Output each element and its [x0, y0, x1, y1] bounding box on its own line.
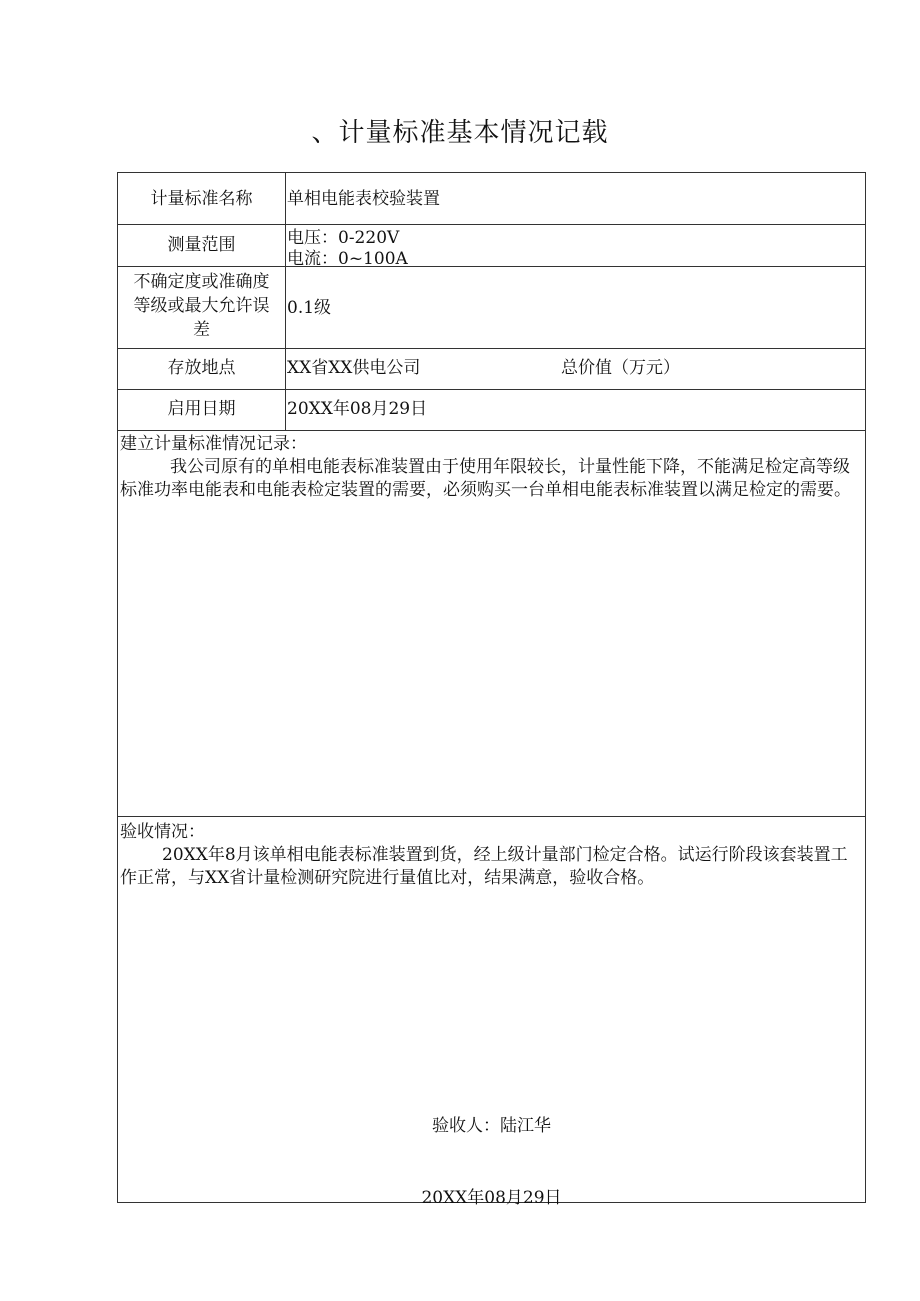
current-range: 电流：0~100A — [287, 249, 408, 265]
section-divider — [118, 816, 865, 817]
measurement-range-label: 测量范围 — [167, 235, 236, 255]
row-divider — [118, 389, 865, 390]
establishment-section — [120, 433, 864, 502]
accuracy-label-line1: 不确定度或准确度 — [133, 272, 270, 292]
accuracy-label — [118, 270, 285, 342]
total-value-label: 总价值（万元） — [561, 358, 680, 378]
row-divider — [118, 224, 865, 225]
row-divider — [118, 348, 865, 349]
acceptance-heading: 验收情况： — [120, 822, 205, 842]
establishment-heading: 建立计量标准情况记录： — [120, 434, 307, 454]
acceptance-date: 20XX年08月29日 — [421, 1188, 562, 1208]
accuracy-label-line3: 差 — [193, 320, 210, 340]
accuracy-value: 0.1级 — [287, 298, 332, 318]
measurement-range-value — [287, 228, 847, 265]
standard-name-value: 单相电能表校验装置 — [287, 189, 440, 209]
establishment-body: 我公司原有的单相电能表标准装置由于使用年限较长，计量性能下降，不能满足检定高等级标准功率电能表和电能表检定装置的需要，必须购买一台单相电能表标准装置以满足检定的需要。 — [120, 457, 851, 500]
start-date-label: 启用日期 — [167, 399, 236, 419]
acceptance-section — [120, 821, 864, 890]
acceptance-body: 20XX年8月该单相电能表标准装置到货，经上级计量部门检定合格。试运行阶段该套装置工作正常，与XX省计量检测研究院进行量值比对，结果满意，验收合格。 — [120, 845, 848, 888]
acceptor-signature: 验收人：陆江华 — [432, 1116, 551, 1136]
row-divider — [118, 430, 865, 431]
document-title: 、计量标准基本情况记载 — [311, 118, 609, 148]
location-value: XX省XX供电公司 — [287, 358, 421, 378]
row-divider — [118, 266, 865, 267]
voltage-range: 电压：0-220V — [287, 228, 400, 248]
location-label: 存放地点 — [167, 358, 236, 378]
accuracy-label-line2: 等级或最大允许误 — [133, 296, 270, 316]
start-date-value: 20XX年08月29日 — [287, 399, 428, 419]
standard-name-label: 计量标准名称 — [150, 189, 253, 209]
record-form — [117, 172, 866, 1208]
column-divider — [285, 173, 286, 430]
